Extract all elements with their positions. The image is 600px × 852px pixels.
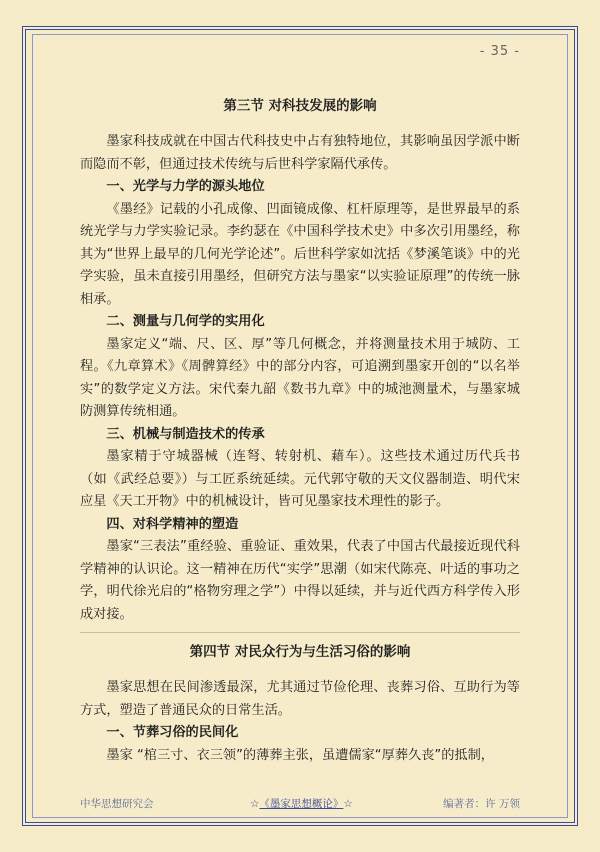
section-divider xyxy=(80,632,520,633)
subsection-text: 墨家定义“端、尺、区、厚”等几何概念，并将测量技术用于城防、工程。《九章算术》《周髀算经》中的部分内容，可追溯到墨家开创的“以名举实”的数学定义方法。宋代秦九韶《数书九章》中的城池测量术，与墨家城防测算传统相通。 xyxy=(80,336,520,419)
subsection-text: 《墨经》记载的小孔成像、凹面镜成像、杠杆原理等，是世界最早的系统光学与力学实验记录。李约瑟在《中国科学技术史》中多次引用墨经，称其为“世界上最早的几何光学论述”。后世科学家如沈括《梦溪笔谈》中的光学实验，虽未直接引用墨经，但研究方法与墨家“以实验证原理”的传统一脉相承。 xyxy=(80,201,520,307)
subsection-heading: 一、光学与力学的源头地位 xyxy=(106,179,265,194)
section3-intro: 墨家科技成就在中国古代科技史中占有独特地位，其影响虽因学派中断而隐而不彰，但通过技术传统与后世科学家隔代承传。 xyxy=(80,134,520,172)
star-icon: ☆ xyxy=(250,798,260,810)
page-number: - 35 - xyxy=(479,44,520,59)
star-icon: ☆ xyxy=(343,798,353,810)
subsection-text: 墨家精于守城器械（连弩、转射机、藉车）。这些技术通过历代兵书（如《武经总要》）与工匠系统延续。元代郭守敬的天文仪器制造、明代宋应星《天工开物》中的机械设计，皆可见墨家技术理性的影子。 xyxy=(80,449,520,509)
subsection-text: 墨家 “棺三寸、衣三领”的薄葬主张，虽遭儒家“厚葬久丧”的抵制， xyxy=(106,747,494,763)
subsection-heading: 三、机械与制造技术的传承 xyxy=(106,426,265,442)
section3-title: 第三节 对科技发展的影响 xyxy=(223,98,377,114)
subsection-heading: 一、节葬习俗的民间化 xyxy=(106,725,239,740)
section4-intro: 墨家思想在民间渗透最深，尤其通过节俭伦理、丧葬习俗、互助行为等方式，塑造了普通民众的日常生活。 xyxy=(80,680,520,718)
page-content xyxy=(80,95,520,767)
subsection-heading: 四、对科学精神的塑造 xyxy=(106,516,239,532)
section4-title: 第四节 对民众行为与生活习俗的影响 xyxy=(189,644,411,660)
footer-book-title xyxy=(250,796,353,811)
footer-author: 编著者：许 万领 xyxy=(443,798,520,810)
subsection-heading: 二、测量与几何学的实用化 xyxy=(106,314,265,329)
footer-publisher: 中华思想研究会 xyxy=(80,798,154,810)
footer-title-text: 《墨家思想概论》 xyxy=(259,798,344,810)
subsection-text: 墨家“三表法”重经验、重验证、重效果，代表了中国古代最接近现代科学精神的认识论。这一精神在历代“实学”思潮（如宋代陈亮、叶适的事功之学，明代徐光启的“格物穷理之学”）中得以延续，并与近代西方科学传入形成对接。 xyxy=(80,539,520,622)
